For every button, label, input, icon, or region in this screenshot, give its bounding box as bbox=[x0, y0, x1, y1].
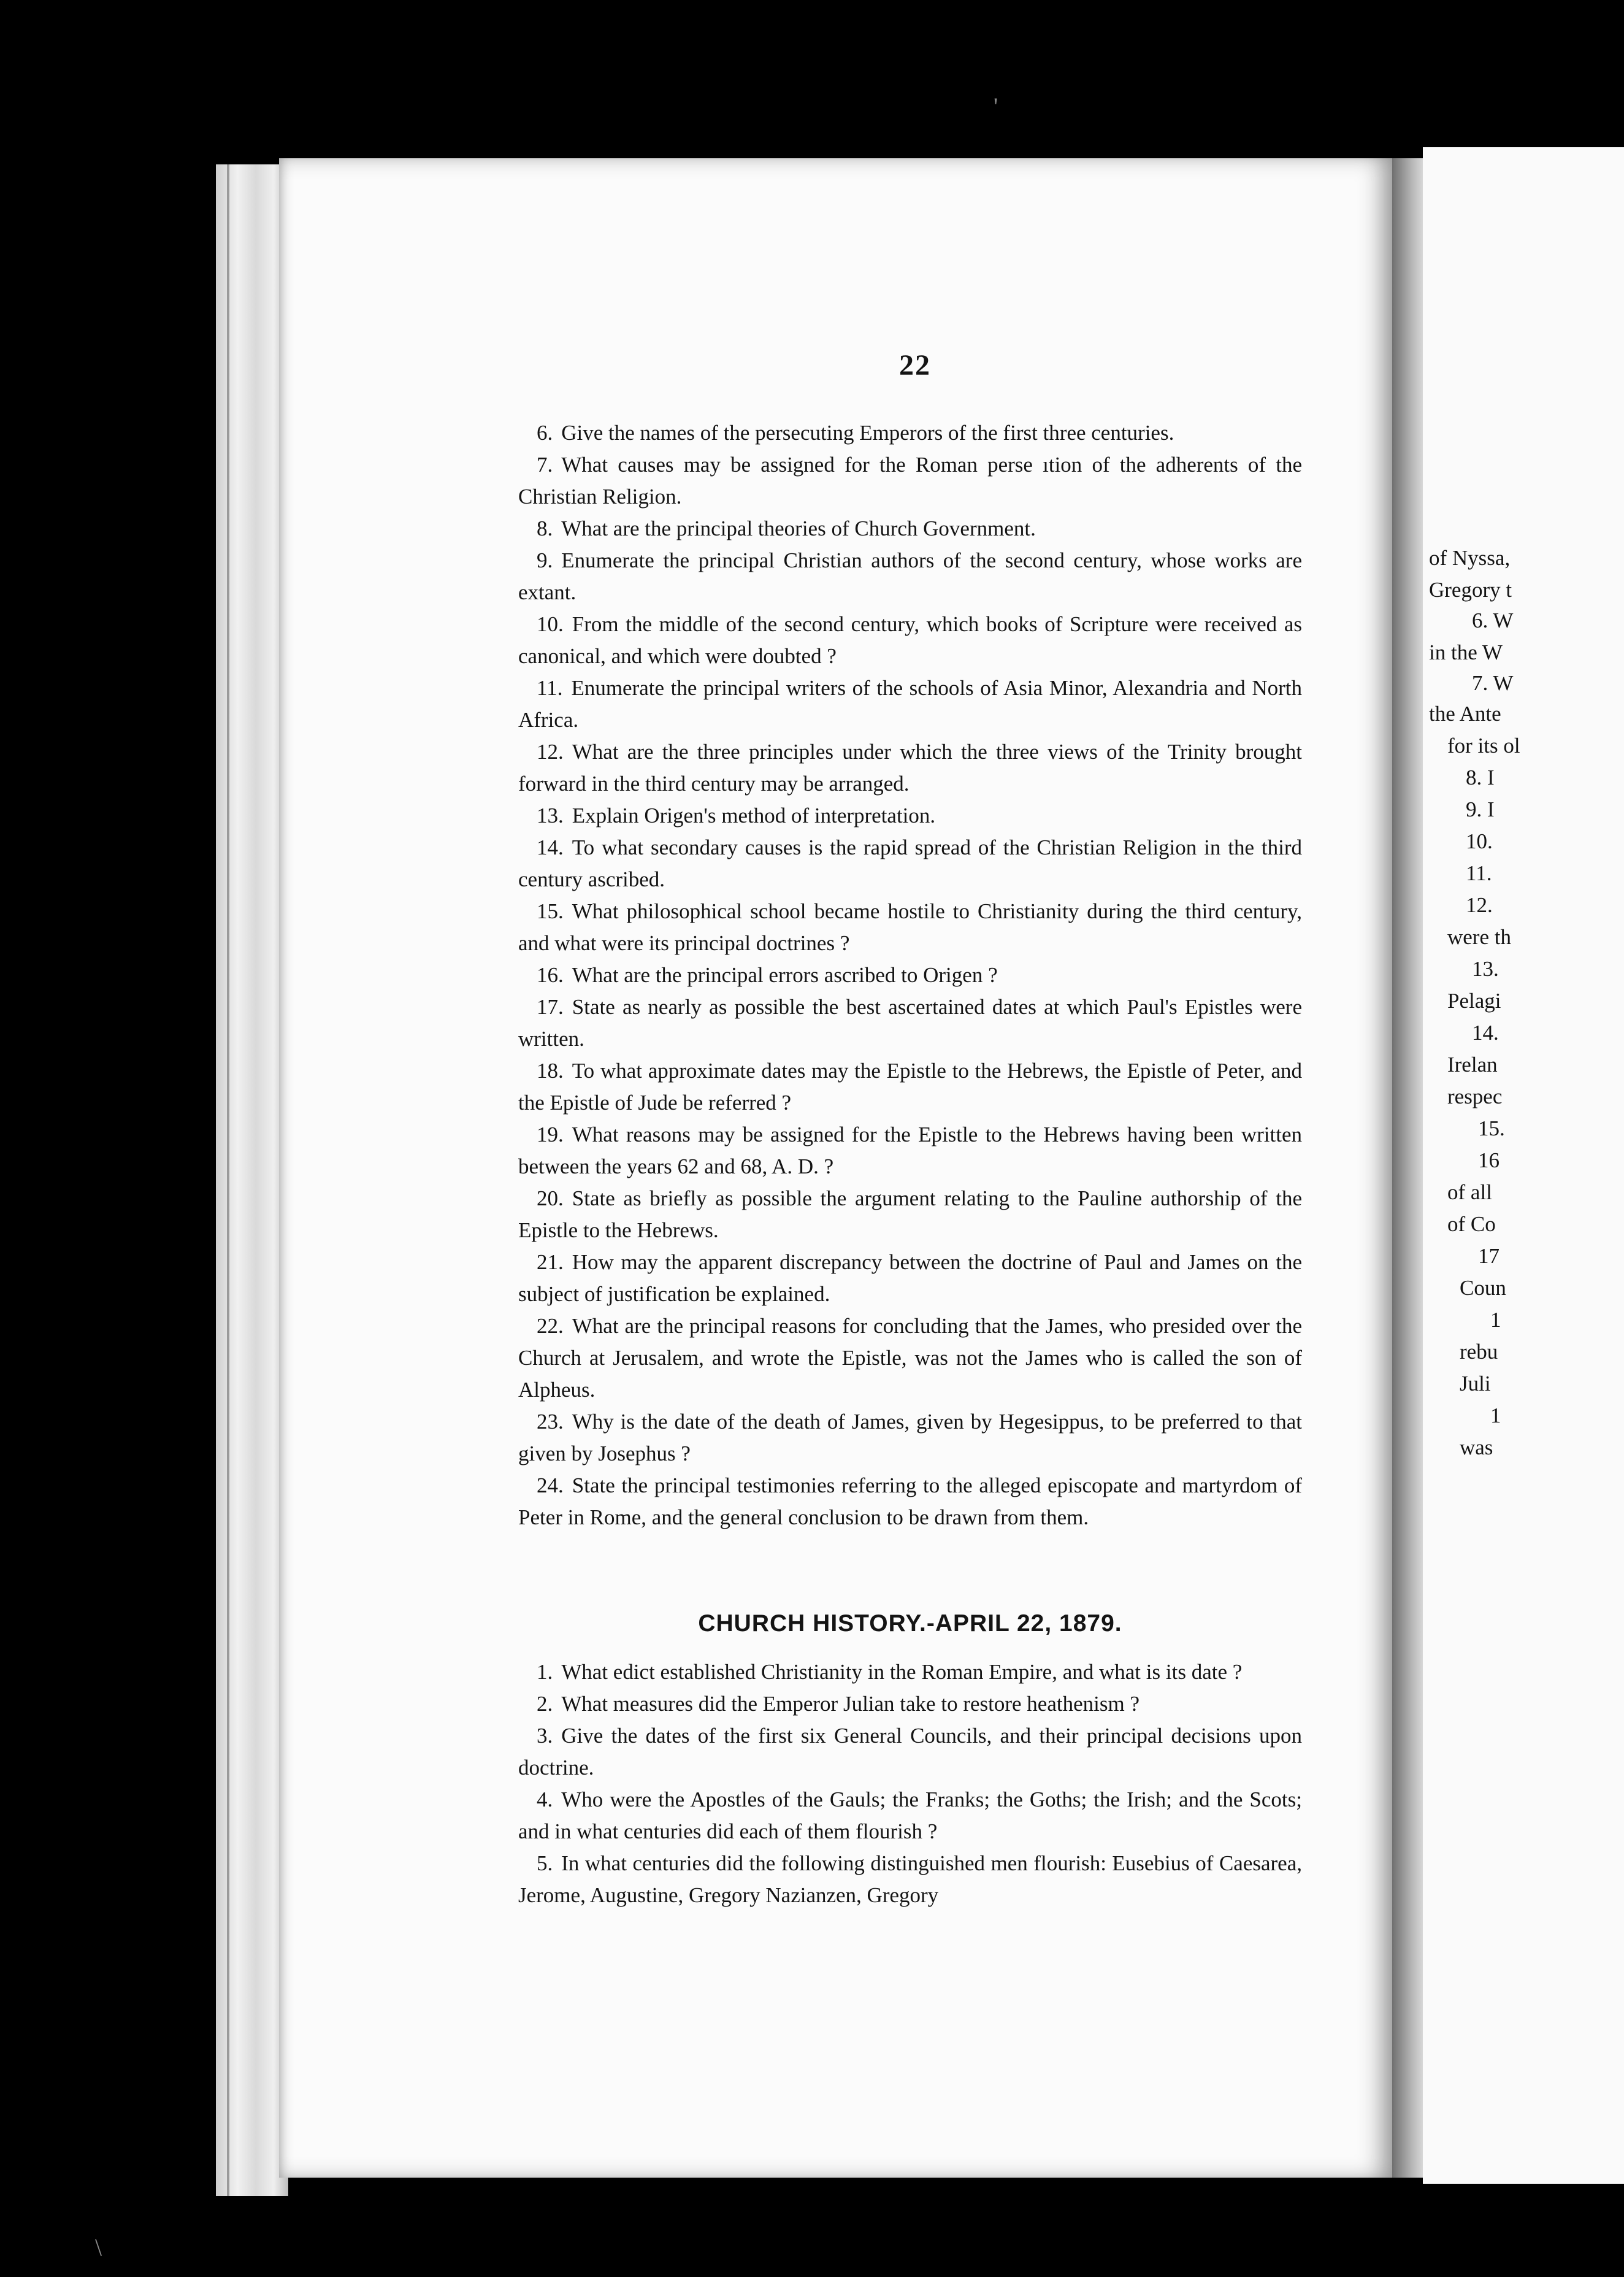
scan-mark: ' bbox=[994, 93, 998, 120]
question-number: 21. bbox=[537, 1250, 564, 1274]
right-page-line: rebu bbox=[1460, 1340, 1498, 1364]
book-page-edges bbox=[216, 164, 288, 2196]
question-number: 12. bbox=[537, 740, 564, 764]
right-page-line: 14. bbox=[1472, 1021, 1499, 1045]
question-number: 9. bbox=[537, 548, 553, 572]
question-number: 16. bbox=[537, 963, 564, 987]
right-page-line: 10. bbox=[1466, 829, 1493, 853]
section-heading: CHURCH HISTORY.-APRIL 22, 1879. bbox=[698, 1610, 1122, 1637]
question-item bbox=[518, 513, 1302, 545]
question-item bbox=[518, 1119, 1302, 1183]
question-number: 13. bbox=[537, 804, 564, 827]
question-number: 7. bbox=[537, 453, 553, 477]
question-item bbox=[518, 896, 1302, 959]
question-item bbox=[518, 449, 1302, 513]
question-text: Enumerate the principal Christian authors of the second century, whose works are extant. bbox=[518, 548, 1302, 604]
question-item bbox=[518, 672, 1302, 736]
question-item bbox=[518, 959, 1302, 991]
question-number: 10. bbox=[537, 612, 564, 636]
question-item bbox=[518, 417, 1302, 449]
question-number: 14. bbox=[537, 835, 564, 859]
question-text: What philosophical school became hostile to Christianity during the third century, and what were its principal doctrines ? bbox=[518, 899, 1302, 955]
right-page-line: for its ol bbox=[1447, 734, 1520, 758]
right-page-line: was bbox=[1460, 1435, 1493, 1459]
question-text: State as briefly as possible the argument relating to the Pauline authorship of the Epistle to the Hebrews. bbox=[518, 1186, 1302, 1242]
question-item bbox=[518, 1720, 1302, 1784]
question-number: 3. bbox=[537, 1724, 553, 1748]
question-text: State the principal testimonies referring to the alleged episcopate and martyrdom of Peter in Rome, and the general conclusion to be drawn from them. bbox=[518, 1473, 1302, 1529]
question-item bbox=[518, 1656, 1302, 1688]
question-text: What are the principal theories of Church Government. bbox=[561, 516, 1036, 540]
question-text: To what approximate dates may the Epistle to the Hebrews, the Epistle of Peter, and the Epistle of Jude be referred ? bbox=[518, 1059, 1302, 1115]
right-page-line: 16 bbox=[1478, 1148, 1500, 1172]
question-number: 24. bbox=[537, 1473, 564, 1497]
question-number: 22. bbox=[537, 1314, 564, 1338]
page-number: 22 bbox=[899, 349, 931, 382]
question-text: What edict established Christianity in the Roman Empire, and what is its date ? bbox=[561, 1660, 1243, 1684]
question-item bbox=[518, 1784, 1302, 1848]
right-page-line: Coun bbox=[1460, 1276, 1506, 1300]
question-number: 1. bbox=[537, 1660, 553, 1684]
question-text: To what secondary causes is the rapid spread of the Christian Religion in the third century ascribed. bbox=[518, 835, 1302, 891]
question-item bbox=[518, 832, 1302, 896]
question-item bbox=[518, 1055, 1302, 1119]
question-item bbox=[518, 800, 1302, 832]
question-item bbox=[518, 1310, 1302, 1406]
question-number: 23. bbox=[537, 1410, 564, 1434]
right-page-line: 11. bbox=[1466, 861, 1492, 885]
question-item bbox=[518, 1246, 1302, 1310]
right-page-line: 1 bbox=[1490, 1308, 1501, 1332]
question-item bbox=[518, 545, 1302, 609]
question-text: What are the principal reasons for concluding that the James, who presided over the Church at Jerusalem, and wrote the Epistle, was not the James who is called the son of Alpheus. bbox=[518, 1314, 1302, 1402]
question-number: 5. bbox=[537, 1851, 553, 1875]
section-question-list bbox=[518, 1656, 1302, 1911]
right-page-line: of Co bbox=[1447, 1212, 1496, 1236]
right-page-line: Gregory t bbox=[1429, 578, 1512, 602]
question-item bbox=[518, 991, 1302, 1055]
right-page-line: of all bbox=[1447, 1180, 1492, 1204]
question-item bbox=[518, 1183, 1302, 1246]
right-page-line: of Nyssa, bbox=[1429, 546, 1511, 570]
question-item bbox=[518, 609, 1302, 672]
question-list bbox=[518, 417, 1302, 1534]
right-page-line: Juli bbox=[1460, 1372, 1491, 1396]
question-text: Give the names of the persecuting Emperors of the first three centuries. bbox=[561, 421, 1174, 445]
question-item bbox=[518, 736, 1302, 800]
question-number: 20. bbox=[537, 1186, 564, 1210]
right-page-line: 9. I bbox=[1466, 797, 1495, 821]
right-page-line: respec bbox=[1447, 1085, 1503, 1108]
right-page-line: 15. bbox=[1478, 1116, 1505, 1140]
question-text: What causes may be assigned for the Roman perse ıtion of the adherents of the Christian Religion. bbox=[518, 453, 1302, 509]
question-text: Why is the date of the death of James, given by Hegesippus, to be preferred to that given by Josephus ? bbox=[518, 1410, 1302, 1465]
question-text: Give the dates of the first six General Councils, and their principal decisions upon doctrine. bbox=[518, 1724, 1302, 1780]
right-page-line: were th bbox=[1447, 925, 1511, 949]
question-number: 19. bbox=[537, 1123, 564, 1146]
question-text: What measures did the Emperor Julian take to restore heathenism ? bbox=[561, 1692, 1139, 1716]
scan-mark: \ bbox=[95, 2233, 102, 2261]
question-item bbox=[518, 1688, 1302, 1720]
question-text: From the middle of the second century, which books of Scripture were received as canonical, and which were doubted ? bbox=[518, 612, 1302, 668]
right-page-line: in the W bbox=[1429, 640, 1503, 664]
question-number: 18. bbox=[537, 1059, 564, 1083]
right-page-line: the Ante bbox=[1429, 702, 1501, 726]
question-text: State as nearly as possible the best ascertained dates at which Paul's Epistles were written. bbox=[518, 995, 1302, 1051]
question-text: What reasons may be assigned for the Epistle to the Hebrews having been written between the years 62 and 68, A. D. ? bbox=[518, 1123, 1302, 1178]
question-number: 6. bbox=[537, 421, 553, 445]
right-page-line: 17 bbox=[1478, 1244, 1500, 1268]
question-text: In what centuries did the following distinguished men flourish: Eusebius of Caesarea, Jerome, Augustine, Gregory Nazianzen, Gregory bbox=[518, 1851, 1302, 1907]
right-page-line: Irelan bbox=[1447, 1053, 1498, 1077]
right-page-line: 13. bbox=[1472, 957, 1499, 981]
right-page-line: 1 bbox=[1490, 1403, 1501, 1427]
question-item bbox=[518, 1848, 1302, 1911]
question-number: 2. bbox=[537, 1692, 553, 1716]
question-text: Enumerate the principal writers of the schools of Asia Minor, Alexandria and North Africa. bbox=[518, 676, 1302, 732]
question-text: What are the three principles under which the three views of the Trinity brought forward in the third century may be arranged. bbox=[518, 740, 1302, 796]
right-page-line: 8. I bbox=[1466, 766, 1495, 789]
right-page bbox=[1423, 147, 1624, 2184]
question-text: How may the apparent discrepancy between the doctrine of Paul and James on the subject of justification be explained. bbox=[518, 1250, 1302, 1306]
right-page-line: Pelagi bbox=[1447, 989, 1501, 1013]
question-number: 17. bbox=[537, 995, 564, 1019]
question-item bbox=[518, 1470, 1302, 1534]
question-number: 4. bbox=[537, 1787, 553, 1811]
question-item bbox=[518, 1406, 1302, 1470]
right-page-line: 6. W bbox=[1472, 609, 1514, 632]
question-number: 8. bbox=[537, 516, 553, 540]
question-text: What are the principal errors ascribed to Origen ? bbox=[572, 963, 998, 987]
question-text: Explain Origen's method of interpretation. bbox=[572, 804, 936, 827]
question-number: 15. bbox=[537, 899, 564, 923]
right-page-line: 7. W bbox=[1472, 671, 1514, 695]
question-number: 11. bbox=[537, 676, 563, 700]
right-page-line: 12. bbox=[1466, 893, 1493, 917]
question-text: Who were the Apostles of the Gauls; the Franks; the Goths; the Irish; and the Scots; and in what centuries did each of them flourish ? bbox=[518, 1787, 1302, 1843]
